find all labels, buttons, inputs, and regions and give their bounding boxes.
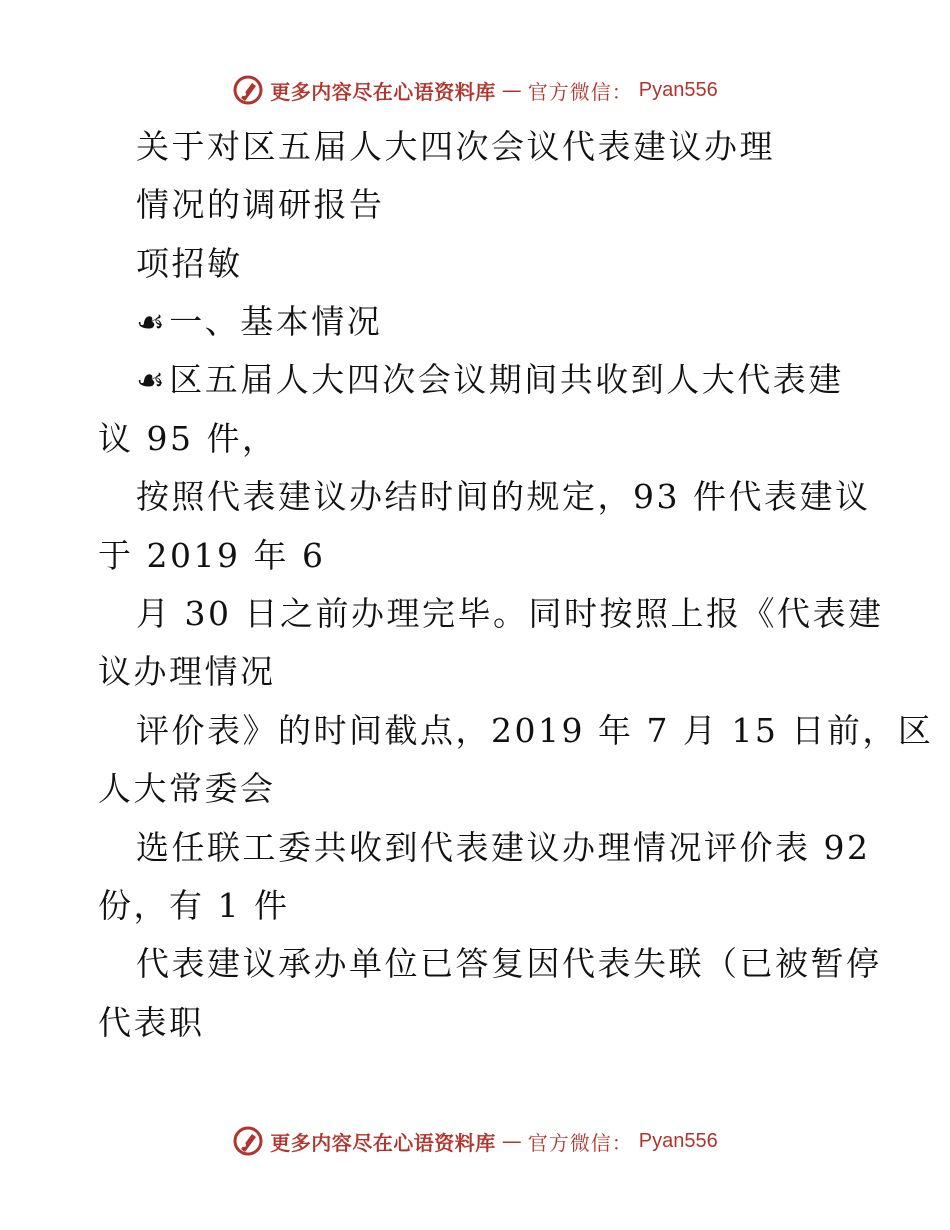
paragraph-line: 按照代表建议办结时间的规定，93 件代表建议 xyxy=(136,477,871,516)
watermark-main-text: 更多内容尽在心语资料库 xyxy=(270,1130,496,1155)
fleuron-bullet-icon: ☙ xyxy=(136,303,168,341)
watermark-wechat-id: Pyan556 xyxy=(638,1129,718,1152)
document-title-line-2: 情况的调研报告 xyxy=(136,185,385,224)
paragraph-line: 代表建议承办单位已答复因代表失联（已被暂停 xyxy=(136,944,882,983)
paragraph-line: 份，有 1 件 xyxy=(98,886,290,925)
watermark-main-text: 更多内容尽在心语资料库 xyxy=(270,79,496,104)
paragraph-line: 人大常委会 xyxy=(98,769,276,808)
document-title-line-1: 关于对区五届人大四次会议代表建议办理 xyxy=(136,127,775,166)
paragraph-line: 代表职 xyxy=(98,1003,205,1042)
section-heading-text: 一、基本情况 xyxy=(169,302,383,341)
paragraph-line xyxy=(136,360,844,400)
watermark-dash: — xyxy=(501,1129,522,1153)
paragraph-line: 议 95 件， xyxy=(98,419,278,458)
paragraph-line: 议办理情况 xyxy=(98,652,276,691)
paragraph-line: 于 2019 年 6 xyxy=(98,536,326,575)
watermark-dash: — xyxy=(501,78,522,102)
paragraph-line-text: 区五届人大四次会议期间共收到人大代表建 xyxy=(169,360,844,399)
section-heading xyxy=(136,302,382,342)
pen-logo-icon xyxy=(232,1125,264,1157)
paragraph-line: 评价表》的时间截点，2019 年 7 月 15 日前，区 xyxy=(136,711,934,750)
footer-watermark xyxy=(0,1121,950,1161)
watermark-sub-text: 官方微信： xyxy=(527,79,633,104)
document-author: 项招敏 xyxy=(136,244,243,283)
watermark-sub-text: 官方微信： xyxy=(527,1130,633,1155)
fleuron-bullet-icon: ☙ xyxy=(136,361,168,399)
paragraph-line: 选任联工委共收到代表建议办理情况评价表 92 xyxy=(136,828,871,867)
paragraph-line: 月 30 日之前办理完毕。同时按照上报《代表建 xyxy=(136,594,884,633)
watermark-wechat-id: Pyan556 xyxy=(638,78,718,101)
